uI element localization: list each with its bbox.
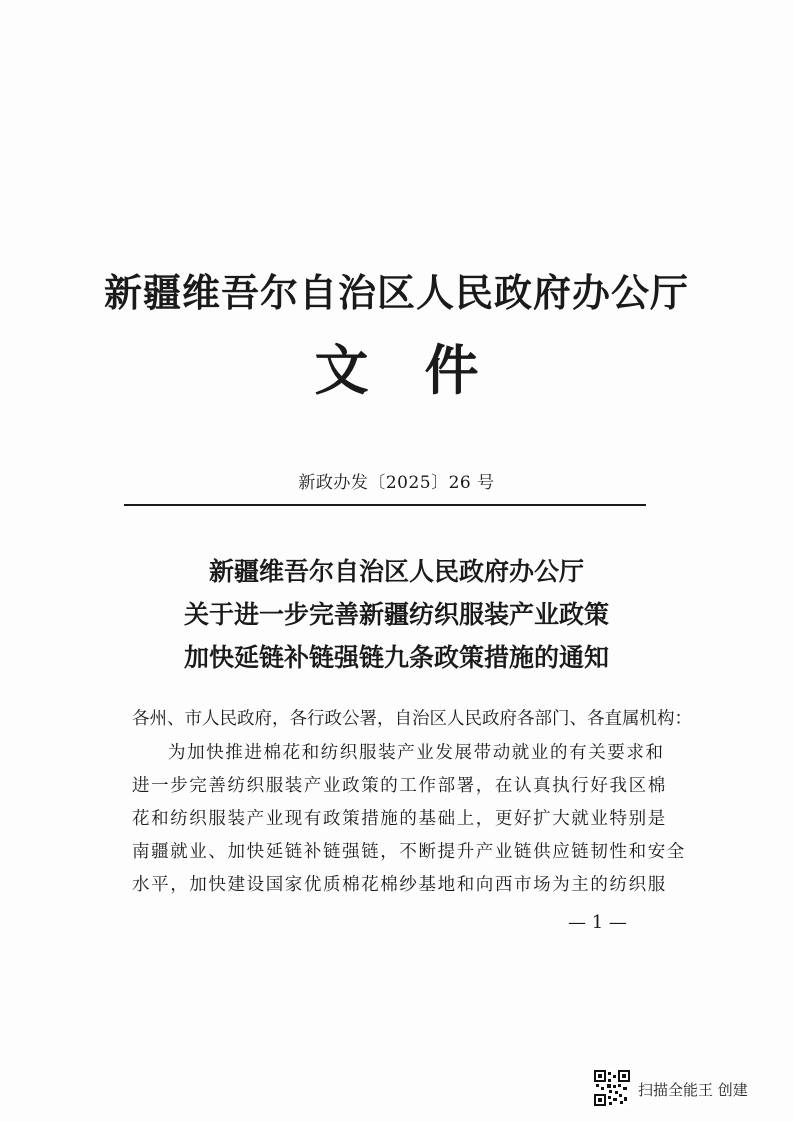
issuing-organization: 新疆维吾尔自治区人民政府办公厅 bbox=[103, 270, 689, 315]
body-line-3: 花和纺织服装产业现有政策措施的基础上，更好扩大就业特别是 bbox=[132, 809, 667, 829]
document-type-heading bbox=[0, 328, 793, 405]
body-line-4: 南疆就业、加快延链补链强链，不断提升产业链供应链韧性和安全 bbox=[132, 842, 686, 862]
body-line-5: 水平，加快建设国家优质棉花棉纱基地和向西市场为主的纺织服 bbox=[132, 875, 667, 895]
salutation: 各州、市人民政府，各行政公署，自治区人民政府各部门、各直属机构： bbox=[132, 709, 692, 729]
page-number: — 1 — bbox=[568, 912, 627, 933]
document-type-char-2: 件 bbox=[424, 338, 479, 402]
document-type-char-1: 文 bbox=[314, 338, 369, 402]
header-divider bbox=[124, 504, 646, 506]
title-line-3: 加快延链补链强链九条政策措施的通知 bbox=[183, 643, 609, 672]
title-line-2: 关于进一步完善新疆纺织服装产业政策 bbox=[183, 600, 609, 629]
body-line-1: 为加快推进棉花和纺织服装产业发展带动就业的有关要求和 bbox=[168, 743, 665, 763]
scanner-watermark-label: 扫描全能王 创建 bbox=[638, 1081, 748, 1099]
document-number: 新政办发〔2025〕26 号 bbox=[298, 473, 495, 493]
title-line-1: 新疆维吾尔自治区人民政府办公厅 bbox=[208, 557, 584, 586]
body-line-2: 进一步完善纺织服装产业政策的工作部署，在认真执行好我区棉 bbox=[132, 776, 667, 796]
qr-code-icon bbox=[594, 1070, 630, 1106]
